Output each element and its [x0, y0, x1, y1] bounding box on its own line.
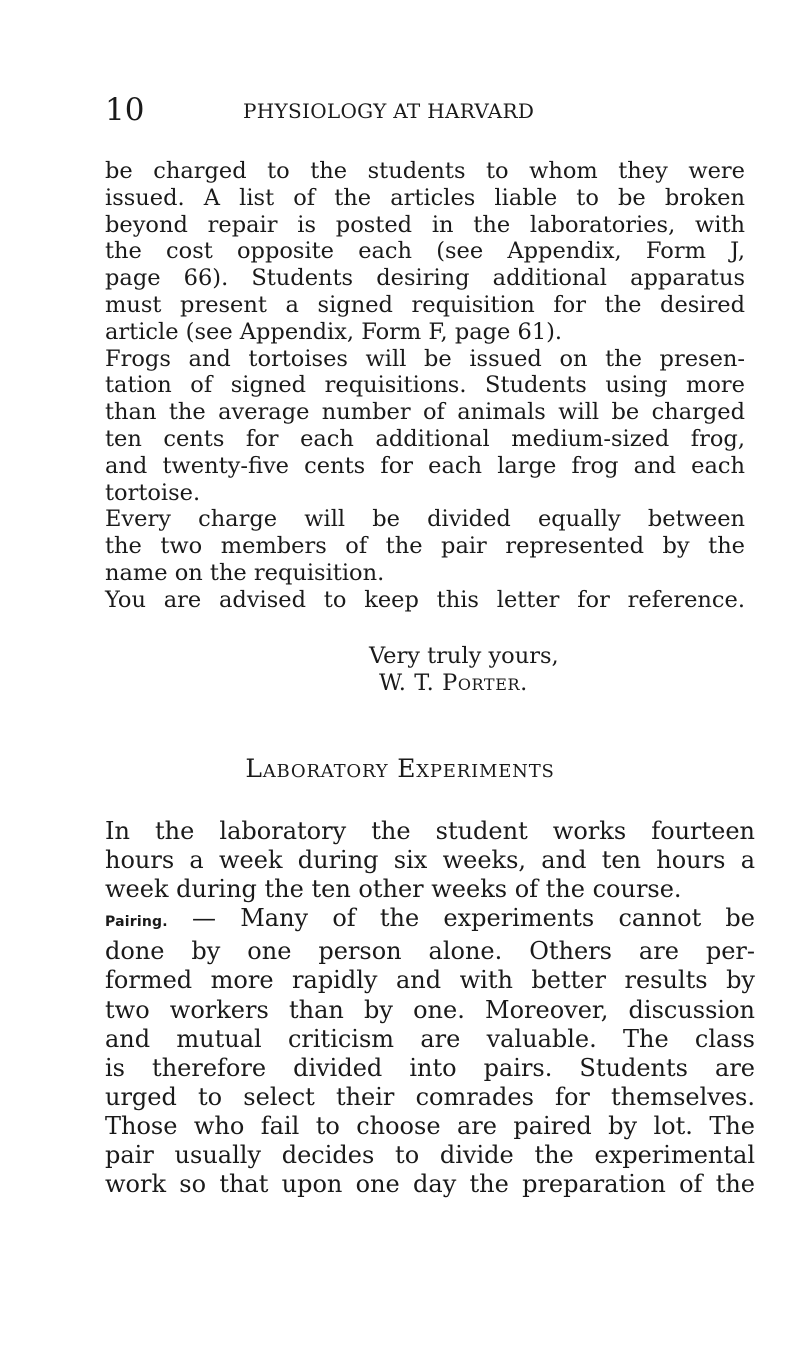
text-line: done by one person alone. Others are per- [105, 937, 755, 966]
text-line: and mutual criticism are valuable. The class [105, 1024, 755, 1053]
text-line: Every charge will be divided equally between [105, 506, 745, 533]
side-head-pairing: Pairing. [105, 914, 168, 931]
text-line: Those who fail to choose are paired by lot. The [105, 1111, 755, 1140]
text-run: — Many of the experiments cannot be [167, 904, 755, 933]
text-line: In the laboratory the student works fourteen [105, 817, 755, 845]
text-line: two workers than by one. Moreover, discussion [105, 995, 755, 1024]
page-number: 10 [105, 92, 145, 128]
text-line: urged to select their comrades for themselves. [105, 1082, 755, 1111]
text-line: formed more rapidly and with better results by [105, 966, 755, 995]
valediction: Very truly yours, [369, 643, 559, 669]
text-line: page 66). Students desiring additional apparatus [105, 265, 745, 292]
pairing-first-line [105, 904, 755, 937]
text-line: tation of signed requisitions. Students using more [105, 372, 745, 399]
section-heading: Laboratory Experiments [245, 754, 555, 783]
text-line: pair usually decides to divide the experimental [105, 1141, 755, 1170]
text-line: tortoise. [105, 479, 201, 506]
signature: W. T. Porter. [379, 670, 528, 696]
text-line: You are advised to keep this letter for reference. [105, 586, 745, 613]
text-line: hours a week during six weeks, and ten hours a [105, 846, 755, 875]
text-line: name on the requisition. [105, 559, 385, 586]
text-line: week during the ten other weeks of the course. [105, 875, 682, 904]
text-line: the two members of the pair represented by the [105, 533, 745, 560]
text-line: must present a signed requisition for the desired [105, 291, 745, 318]
text-line: is therefore divided into pairs. Students are [105, 1053, 755, 1082]
running-head [105, 93, 735, 127]
text-line: issued. A list of the articles liable to be broken [105, 184, 745, 211]
text-line: the cost opposite each (see Appendix, Form J, [105, 238, 745, 265]
text-line: than the average number of animals will be charged [105, 399, 745, 426]
text-line: ten cents for each additional medium-sized frog, [105, 425, 745, 452]
text-line: article (see Appendix, Form F, page 61). [105, 318, 563, 345]
text-line: and twenty-five cents for each large frog and each [105, 452, 745, 479]
letter-body [105, 158, 745, 614]
section-body [105, 817, 755, 1199]
text-line: be charged to the students to whom they were [105, 158, 745, 184]
text-line: work so that upon one day the preparation of the [105, 1170, 755, 1199]
text-line: Frogs and tortoises will be issued on the presen- [105, 345, 745, 372]
running-title: PHYSIOLOGY AT HARVARD [243, 99, 535, 123]
text-line: beyond repair is posted in the laboratories, with [105, 211, 745, 238]
